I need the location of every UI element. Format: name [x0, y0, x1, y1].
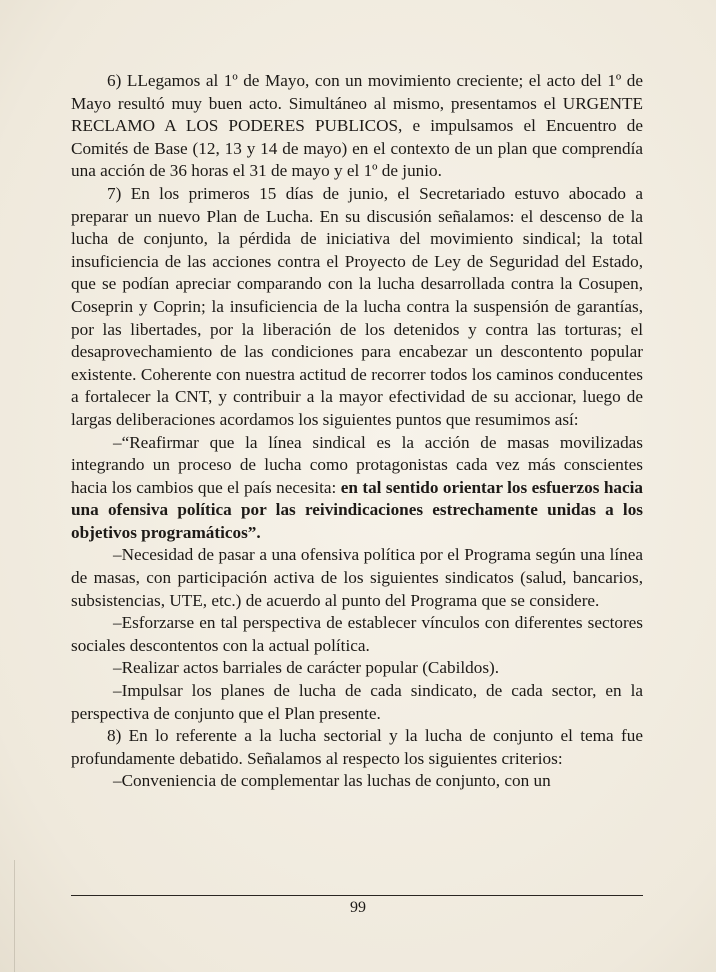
- paragraph-7: 7) En los primeros 15 días de junio, el Secretariado estuvo abocado a preparar un nuevo Plan de Lucha. En su discusión señalamos: el descenso de la lucha de conjunto, la pérdida de iniciativa del movimiento sindical; la total insuficiencia de las acciones contra el Proyecto de Ley de Seguridad del Estado, que se podían apreciar comparando con la lucha desarrollada contra la Cosupen, Coseprin y Coprin; la insuficiencia de la lucha contra la suspensión de garantías, por las libertades, por la liberación de los detenidos y contra las torturas; el desaprovechamiento de las condiciones para encabezar un descontento popular existente. Coherente con nuestra actitud de recorrer todos los caminos conducentes a fortalecer la CNT, y contribuir a la mayor efectividad de su accionar, luego de largas deliberaciones acordamos los siguientes puntos que resumimos así:: [71, 183, 643, 429]
- footer-rule: [71, 895, 643, 896]
- paragraph-6: 6) LLegamos al 1º de Mayo, con un movimiento creciente; el acto del 1º de Mayo resultó muy buen acto. Simultáneo al mismo, presentamos el URGENTE RECLAMO A LOS PODERES PUBLICOS, e impulsamos el Encuentro de Comités de Base (12, 13 y 14 de mayo) en el contexto de un plan que comprendía una acción de 36 horas el 31 de mayo y el 1º de junio.: [71, 71, 643, 181]
- quote-point-1: [71, 432, 643, 545]
- point-cabildos: –Realizar actos barriales de carácter popular (Cabildos).: [113, 658, 500, 678]
- quote-point-1-text: –“Reafirmar que la línea sindical es la acción de masas movilizadas integrando un proceso de lucha como protagonistas cada vez más conscientes hacia los cambios que el país necesita:: [71, 432, 643, 497]
- point-plans: –Impulsar los planes de lucha de cada sindicato, de cada sector, en la perspectiva de conjunto que el Plan presente.: [71, 681, 643, 723]
- quote-point-1-bold: en tal sentido orientar los esfuerzos hacia una ofensiva política por las reivindicaciones estrechamente unidas a los objetivos programáticos”.: [71, 477, 643, 542]
- paragraph-8: 8) En lo referente a la lucha sectorial y la lucha de conjunto el tema fue profundamente debatido. Señalamos al respecto los siguientes criterios:: [71, 726, 643, 768]
- point-links: –Esforzarse en tal perspectiva de establecer vínculos con diferentes sectores sociales descontentos con la actual política.: [71, 613, 643, 655]
- body-text: [71, 70, 643, 793]
- page-number: 99: [350, 899, 366, 916]
- point-offensive: –Necesidad de pasar a una ofensiva política por el Programa según una línea de masas, con participación activa de los siguientes sindicatos (salud, bancarios, subsistencias, UTE, etc.) de acuerdo al punto del Programa que se considere.: [71, 545, 643, 610]
- point-complement: –Conveniencia de complementar las luchas de conjunto, con un: [113, 771, 551, 791]
